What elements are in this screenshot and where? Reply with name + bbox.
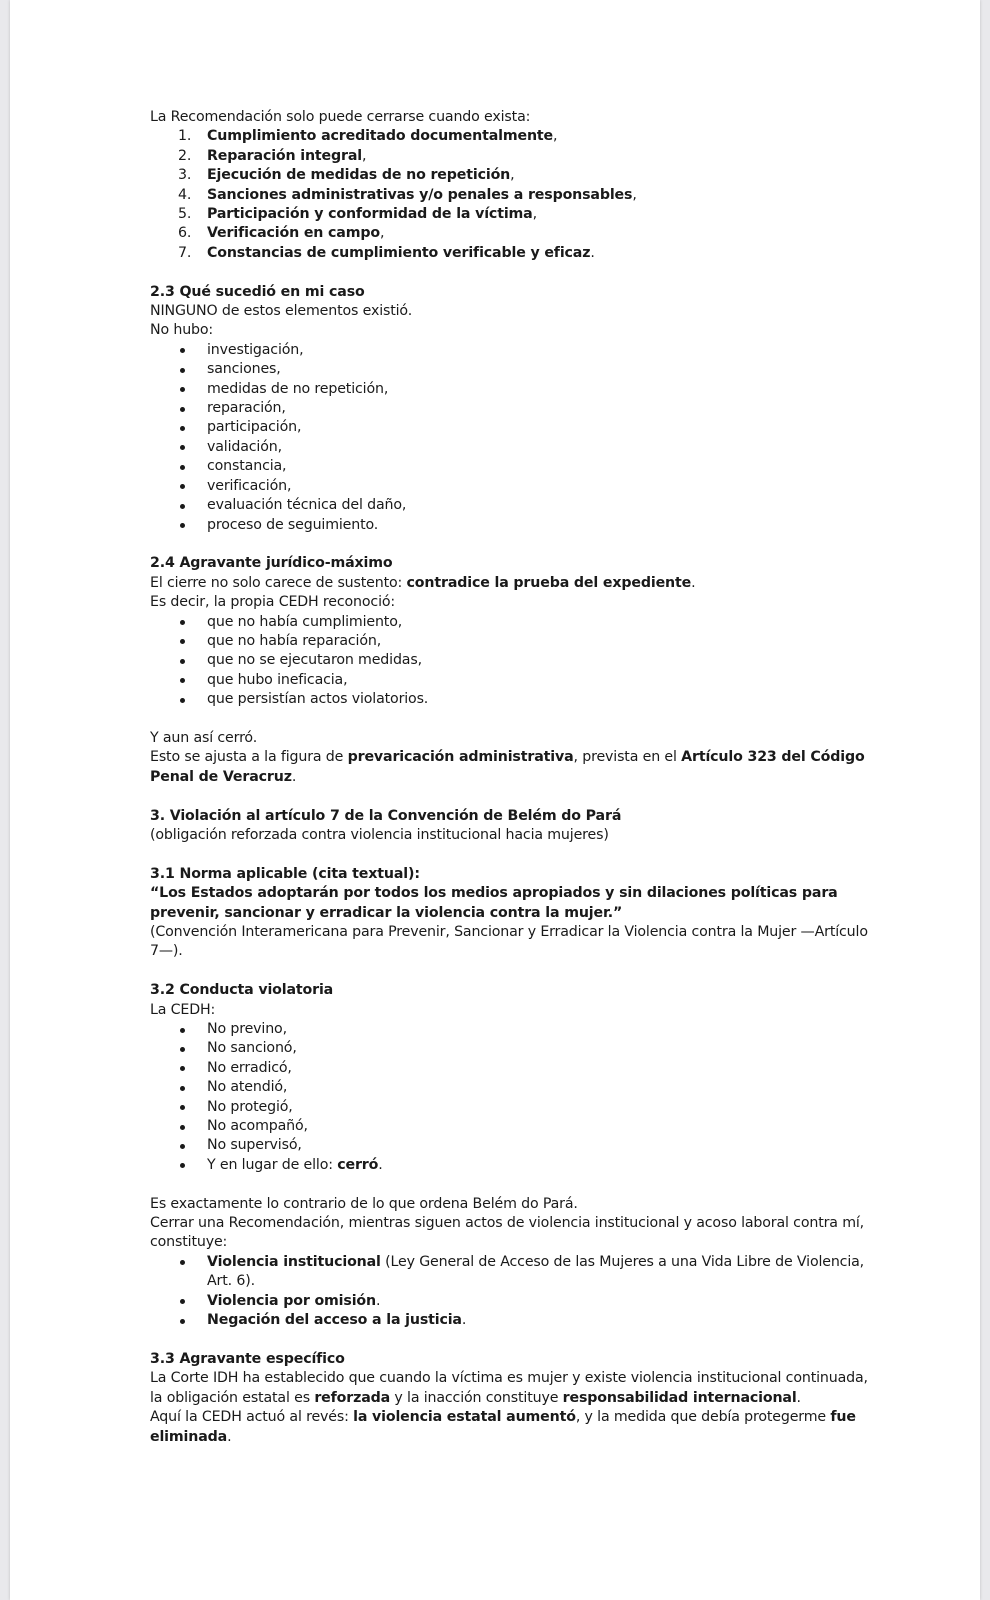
list-item: medidas de no repetición,	[150, 380, 875, 399]
list-item: 6. Verificación en campo,	[178, 225, 385, 242]
list-item: 4. Sanciones administrativas y/o penales a responsables,	[178, 186, 637, 203]
paragraph: No hubo:	[150, 322, 214, 339]
list-item: 7. Constancias de cumplimiento verificable y eficaz.	[178, 244, 595, 261]
list-item: No protegió,	[150, 1098, 875, 1117]
list-item: Violencia institucional (Ley General de Acceso de las Mujeres a una Vida Libre de Violencia, Art. 6).	[150, 1253, 875, 1292]
list-item: No erradicó,	[150, 1059, 875, 1078]
paragraph: La CEDH:	[150, 1001, 216, 1018]
paragraph: NINGUNO de estos elementos existió.	[150, 303, 413, 320]
section-heading-2-3: 2.3 Qué sucedió en mi caso	[150, 283, 365, 300]
document-page	[10, 0, 980, 1600]
list-item: No supervisó,	[150, 1136, 875, 1155]
quote: “Los Estados adoptarán por todos los medios apropiados y sin dilaciones políticas para prevenir, sancionar y erradicar la violencia contra la mujer.”	[150, 885, 838, 921]
list-item: No sancionó,	[150, 1039, 875, 1058]
section-heading-3-2: 3.2 Conducta violatoria	[150, 982, 334, 999]
list-item: que no había cumplimiento,	[150, 613, 875, 632]
paragraph: Es exactamente lo contrario de lo que ordena Belém do Pará.	[150, 1195, 578, 1212]
intro-text: La Recomendación solo puede cerrarse cuando exista:	[150, 109, 531, 125]
paragraph: (obligación reforzada contra violencia institucional hacia mujeres)	[150, 826, 609, 843]
list-item: que persistían actos violatorios.	[150, 690, 875, 709]
list-item: 3. Ejecución de medidas de no repetición,	[178, 167, 515, 184]
paragraph: El cierre no solo carece de sustento: contradice la prueba del expediente.	[150, 574, 696, 591]
paragraph: Esto se ajusta a la figura de prevaricación administrativa, prevista en el Artículo 323 del Código Penal de Veracruz.	[150, 749, 865, 785]
list-item: No acompañó,	[150, 1117, 875, 1136]
list-item: 5. Participación y conformidad de la víctima,	[178, 206, 537, 223]
list-item: que no había reparación,	[150, 632, 875, 651]
list-item: Negación del acceso a la justicia.	[150, 1311, 875, 1330]
conduct-list	[150, 1020, 875, 1175]
list-item: No previno,	[150, 1020, 875, 1039]
paragraph: Aquí la CEDH actuó al revés: la violencia estatal aumentó, y la medida que debía protegerme fue eliminada.	[150, 1409, 856, 1445]
list-item: Y en lugar de ello: cerró.	[150, 1156, 875, 1175]
document-content	[150, 108, 875, 1447]
list-item: evaluación técnica del daño,	[150, 496, 875, 515]
requirements-list	[150, 127, 875, 263]
list-item: 1. Cumplimiento acreditado documentalmente,	[178, 128, 558, 145]
paragraph: Y aun así cerró.	[150, 729, 258, 746]
list-item: investigación,	[150, 341, 875, 360]
list-item: verificación,	[150, 477, 875, 496]
paragraph: La Corte IDH ha establecido que cuando la víctima es mujer y existe violencia institucional continuada, la obligación estatal es reforzada y la inacción constituye responsabilidad internacional.	[150, 1370, 868, 1406]
list-item: reparación,	[150, 399, 875, 418]
list-item: No atendió,	[150, 1078, 875, 1097]
list-item: Violencia por omisión.	[150, 1292, 875, 1311]
missing-elements-list	[150, 341, 875, 535]
section-heading-3: 3. Violación al artículo 7 de la Convención de Belém do Pará	[150, 807, 622, 824]
list-item: participación,	[150, 418, 875, 437]
list-item: proceso de seguimiento.	[150, 516, 875, 535]
paragraph: Es decir, la propia CEDH reconoció:	[150, 594, 396, 611]
list-item: que hubo ineficacia,	[150, 671, 875, 690]
list-item: constancia,	[150, 457, 875, 476]
quote-source: (Convención Interamericana para Prevenir, Sancionar y Erradicar la Violencia contra la Mujer —Artículo 7—).	[150, 923, 868, 960]
section-heading-2-4: 2.4 Agravante jurídico-máximo	[150, 555, 393, 572]
violations-list	[150, 1253, 875, 1331]
list-item: 2. Reparación integral,	[178, 147, 367, 164]
section-heading-3-3: 3.3 Agravante específico	[150, 1350, 345, 1367]
list-item: sanciones,	[150, 360, 875, 379]
acknowledged-list	[150, 613, 875, 710]
list-item: validación,	[150, 438, 875, 457]
list-item: que no se ejecutaron medidas,	[150, 651, 875, 670]
paragraph: Cerrar una Recomendación, mientras siguen actos de violencia institucional y acoso laboral contra mí, constituye:	[150, 1215, 865, 1251]
section-heading-3-1: 3.1 Norma aplicable (cita textual):	[150, 865, 420, 882]
